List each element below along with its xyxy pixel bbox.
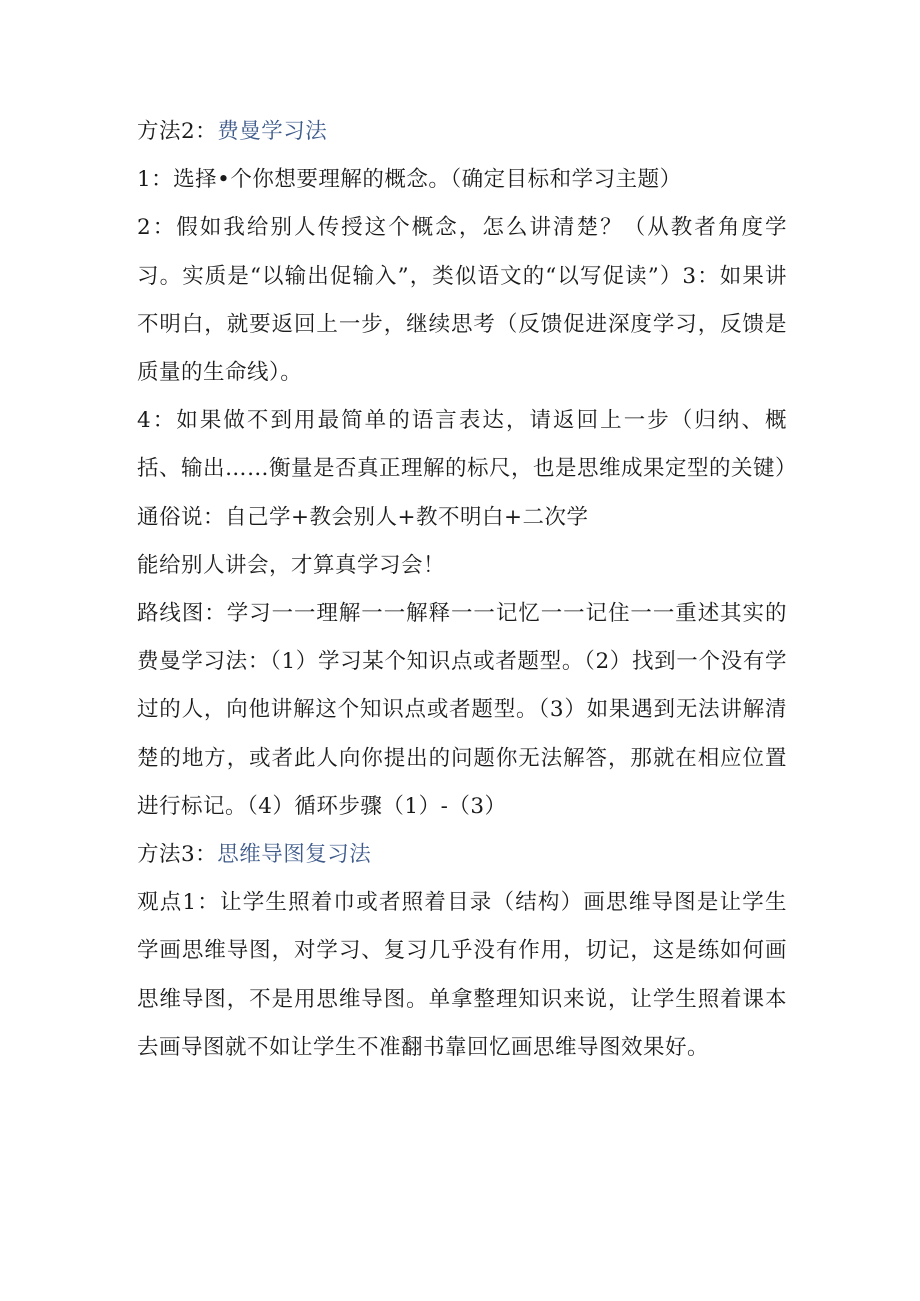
motto-paragraph: 能给别人讲会，才算真学习会！: [137, 552, 446, 578]
method3-title: 思维导图复习法: [217, 842, 372, 868]
step2-paragraph: 2：假如我给别人传授这个概念，怎么讲清楚？（从教者角度学习。实质是“以输出促输入”，类似语文的“以写促读”）3：如果讲不明白，就要返回上一步，继续思考（反馈促进深度学习，反馈是质量的生命线）。: [137, 215, 787, 386]
method3-prefix: 方法3：: [137, 842, 218, 868]
step1-paragraph: 1：选择•个你想要理解的概念。（确定目标和学习主题）: [137, 167, 682, 193]
plain-talk-paragraph: 通俗说：自己学+教会别人+教不明白+二次学: [137, 504, 589, 530]
method2-heading: [137, 108, 787, 156]
roadmap-paragraph: 路线图：学习一一理解一一解释一一记忆一一记住一一重述其实的费曼学习法：（1）学习某个知识点或者题型。（2）找到一个没有学过的人，向他讲解这个知识点或者题型。（3）如果遇到无法讲解清楚的地方，或者此人向你提出的问题你无法解答，那就在相应位置进行标记。（4）循环步骤（1）-（3）: [137, 601, 787, 819]
viewpoint1-paragraph: 观点1：让学生照着巾或者照着目录（结构）画思维导图是让学生学画思维导图，对学习、复习几乎没有作用，切记，这是练如何画思维导图，不是用思维导图。单拿整理知识来说，让学生照着课本去画导图就不如让学生不准翻书靠回忆画思维导图效果好。: [137, 890, 787, 1060]
method2-title: 费曼学习法: [217, 119, 328, 144]
step4-paragraph: 4：如果做不到用最简单的语言表达，请返回上一步（归纳、概括、输出……衡量是否真正理解的标尺，也是思维成果定型的关键）: [137, 408, 798, 482]
document-body: [137, 108, 798, 1072]
method3-heading: [137, 831, 787, 879]
method2-prefix: 方法2：: [137, 119, 218, 144]
